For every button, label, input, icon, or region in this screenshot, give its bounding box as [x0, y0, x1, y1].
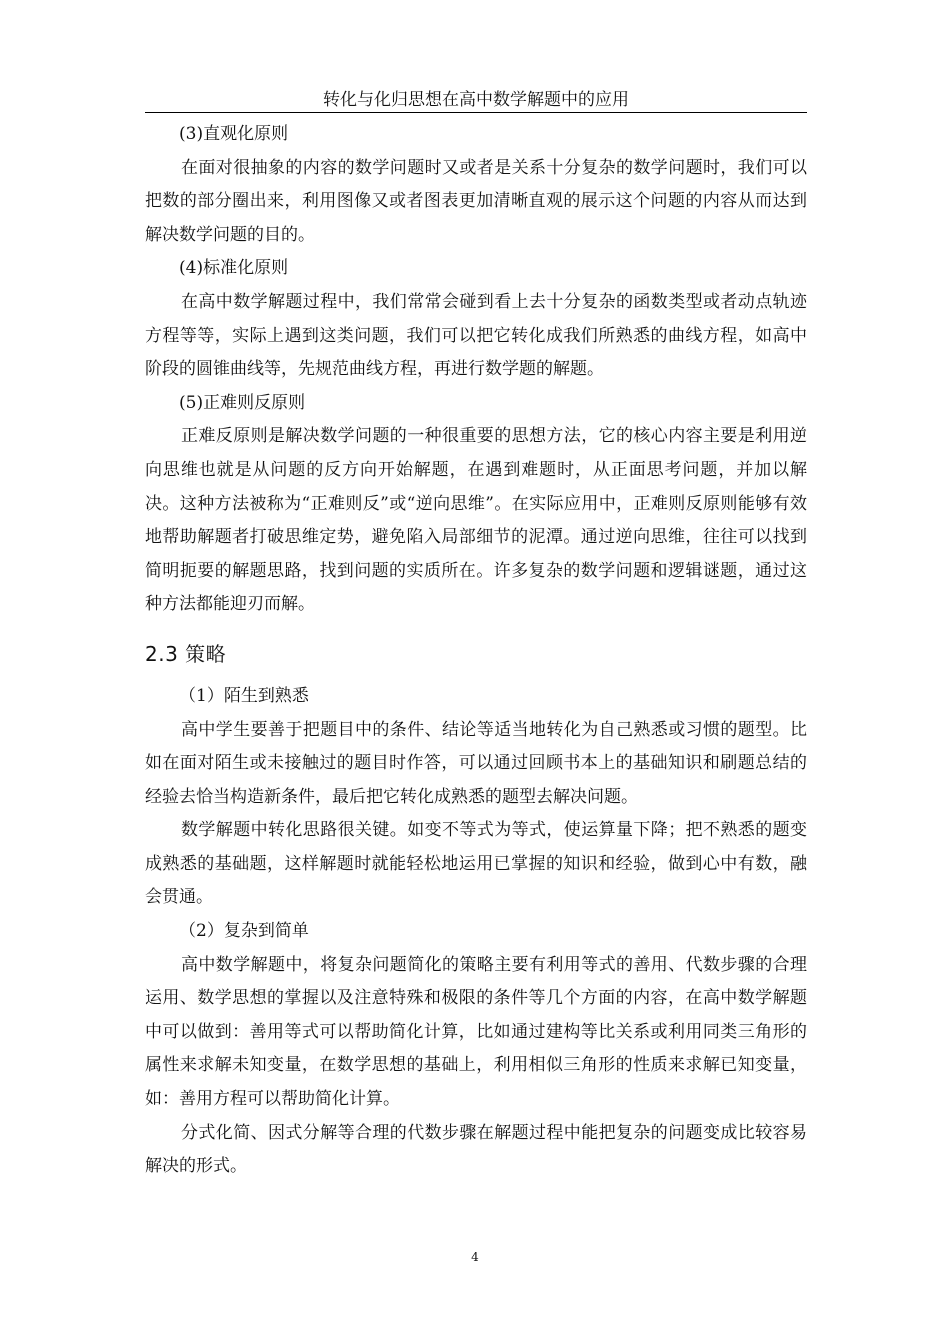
- subheading-reverse-principle: (5)正难则反原则: [179, 392, 306, 413]
- subheading-unfamiliar-to-familiar: （1）陌生到熟悉: [179, 685, 309, 706]
- paragraph-unfamiliar-to-familiar-1: 高中学生要善于把题目中的条件、结论等适当地转化为自己熟悉或习惯的题型。比如在面对陌生或未接触过的题目时作答，可以通过回顾书本上的基础知识和刷题总结的经验去恰当构造新条件，最后把它转化成熟悉的题型去解决问题。: [145, 719, 807, 807]
- running-header: 转化与化归思想在高中数学解题中的应用: [323, 90, 629, 110]
- subheading-complex-to-simple: （2）复杂到简单: [179, 921, 309, 942]
- paragraph-unfamiliar-to-familiar-2: 数学解题中转化思路很关键。如变不等式为等式，使运算量下降；把不熟悉的题变成熟悉的基础题，这样解题时就能轻松地运用已掌握的知识和经验，做到心中有数，融会贯通。: [145, 820, 807, 908]
- header-rule: [145, 112, 807, 113]
- paragraph-intuitive-principle: 在面对很抽象的内容的数学问题时又或者是关系十分复杂的数学问题时，我们可以把数的部分圈出来，利用图像又或者图表更加清晰直观的展示这个问题的内容从而达到解决数学问题的目的。: [145, 157, 807, 245]
- paragraph-complex-to-simple-2: 分式化简、因式分解等合理的代数步骤在解题过程中能把复杂的问题变成比较容易解决的形式。: [145, 1122, 807, 1177]
- paragraph-reverse-principle: 正难反原则是解决数学问题的一种很重要的思想方法，它的核心内容主要是利用逆向思维也就是从问题的反方向开始解题，在遇到难题时，从正面思考问题，并加以解决。这种方法被称为“正难则反”或“逆向思维”。在实际应用中，正难则反原则能够有效地帮助解题者打破思维定势，避免陷入局部细节的泥潭。通过逆向思维，往往可以找到简明扼要的解题思路，找到问题的实质所在。许多复杂的数学问题和逻辑谜题，通过这种方法都能迎刃而解。: [145, 426, 807, 615]
- subheading-standardization-principle: (4)标准化原则: [179, 258, 289, 279]
- body-text: [145, 118, 807, 1184]
- page-number: 4: [471, 1250, 479, 1264]
- paragraph-standardization-principle: 在高中数学解题过程中，我们常常会碰到看上去十分复杂的函数类型或者动点轨迹方程等等，实际上遇到这类问题，我们可以把它转化成我们所熟悉的曲线方程，如高中阶段的圆锥曲线等，先规范曲线方程，再进行数学题的解题。: [145, 291, 807, 380]
- paragraph-complex-to-simple-1: 高中数学解题中，将复杂问题简化的策略主要有利用等式的善用、代数步骤的合理运用、数学思想的掌握以及注意特殊和极限的条件等几个方面的内容，在高中数学解题中可以做到：善用等式可以帮助简化计算，比如通过建构等比关系或利用同类三角形的属性来求解未知变量，在数学思想的基础上，利用相似三角形的性质来求解已知变量，如：善用方程可以帮助简化计算。: [145, 954, 807, 1110]
- subheading-intuitive-principle: (3)直观化原则: [179, 124, 289, 144]
- section-heading-strategy: 2.3 策略: [145, 641, 227, 666]
